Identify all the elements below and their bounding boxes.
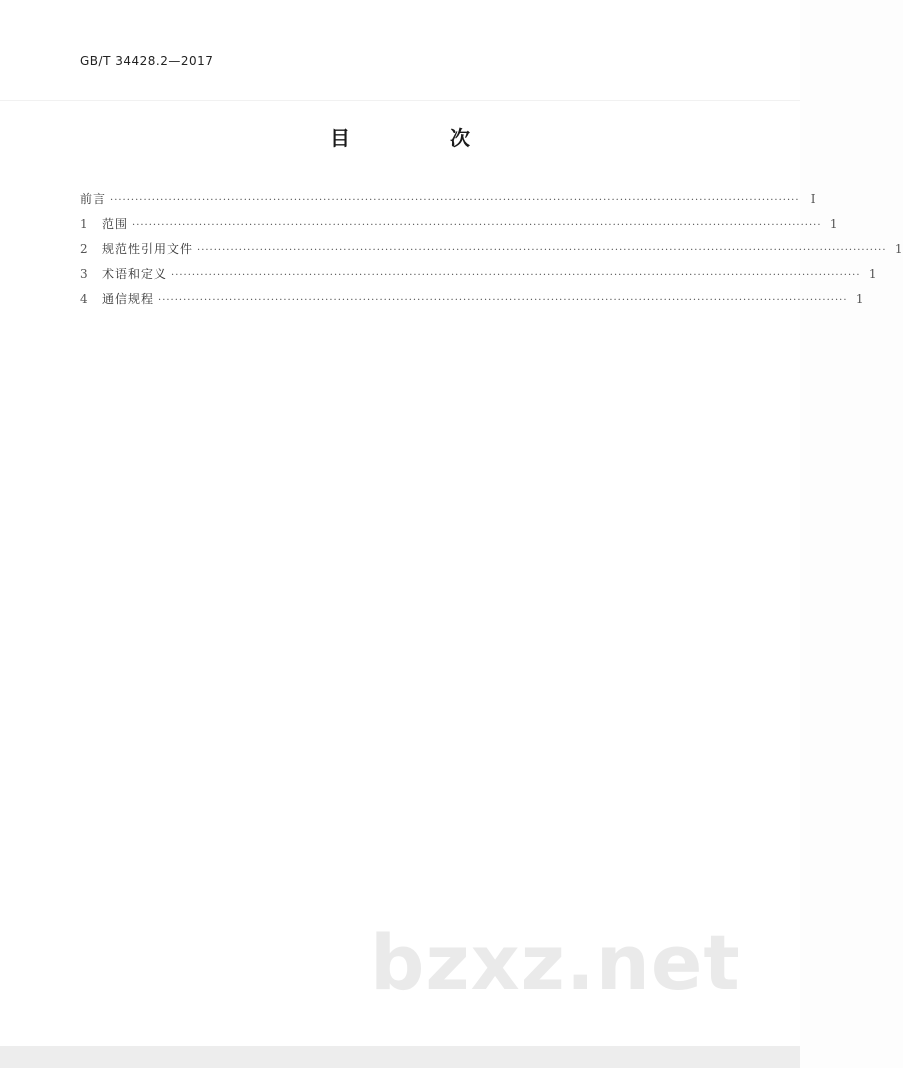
toc-entry-foreword[interactable] xyxy=(80,190,816,215)
toc-entry-number: 3 xyxy=(80,267,88,281)
toc-entry-page: 1 xyxy=(894,242,903,256)
toc-entry-page: 1 xyxy=(829,217,838,231)
toc-entry-terms-definitions[interactable] xyxy=(80,265,877,290)
header-divider xyxy=(0,100,800,101)
toc-entry-number: 2 xyxy=(80,242,88,256)
toc-entry-label: 规范性引用文件 xyxy=(102,242,194,256)
toc-leader-dots: ····································································································································································· xyxy=(158,295,848,306)
toc-entry-normative-references[interactable] xyxy=(80,240,903,265)
standard-code: GB/T 34428.2—2017 xyxy=(80,54,214,68)
toc-entry-label: 术语和定义 xyxy=(102,267,168,281)
toc-entry-number: 1 xyxy=(80,217,88,231)
toc-leader-dots: ····································································································································································· xyxy=(197,245,887,256)
toc-leader-dots: ····································································································································································· xyxy=(171,270,861,281)
toc-entry-label: 前言 xyxy=(80,192,107,206)
toc-entry-page: 1 xyxy=(855,292,864,306)
toc-entry-page: 1 xyxy=(868,267,877,281)
toc-leader-dots: ····································································································································································· xyxy=(132,220,822,231)
toc-entry-number: 4 xyxy=(80,292,88,306)
toc-title: 目 次 xyxy=(330,126,510,150)
toc-entry-scope[interactable] xyxy=(80,215,838,240)
page-bottom-edge xyxy=(0,1046,800,1068)
table-of-contents xyxy=(80,190,903,315)
toc-entry-label: 范围 xyxy=(102,217,129,231)
toc-entry-page: Ⅰ xyxy=(810,192,816,206)
toc-leader-dots: ····································································································································································· xyxy=(110,195,800,206)
watermark-text: bzxz.net xyxy=(370,918,741,1007)
toc-entry-communication-protocol[interactable] xyxy=(80,290,864,315)
toc-entry-label: 通信规程 xyxy=(102,292,155,306)
